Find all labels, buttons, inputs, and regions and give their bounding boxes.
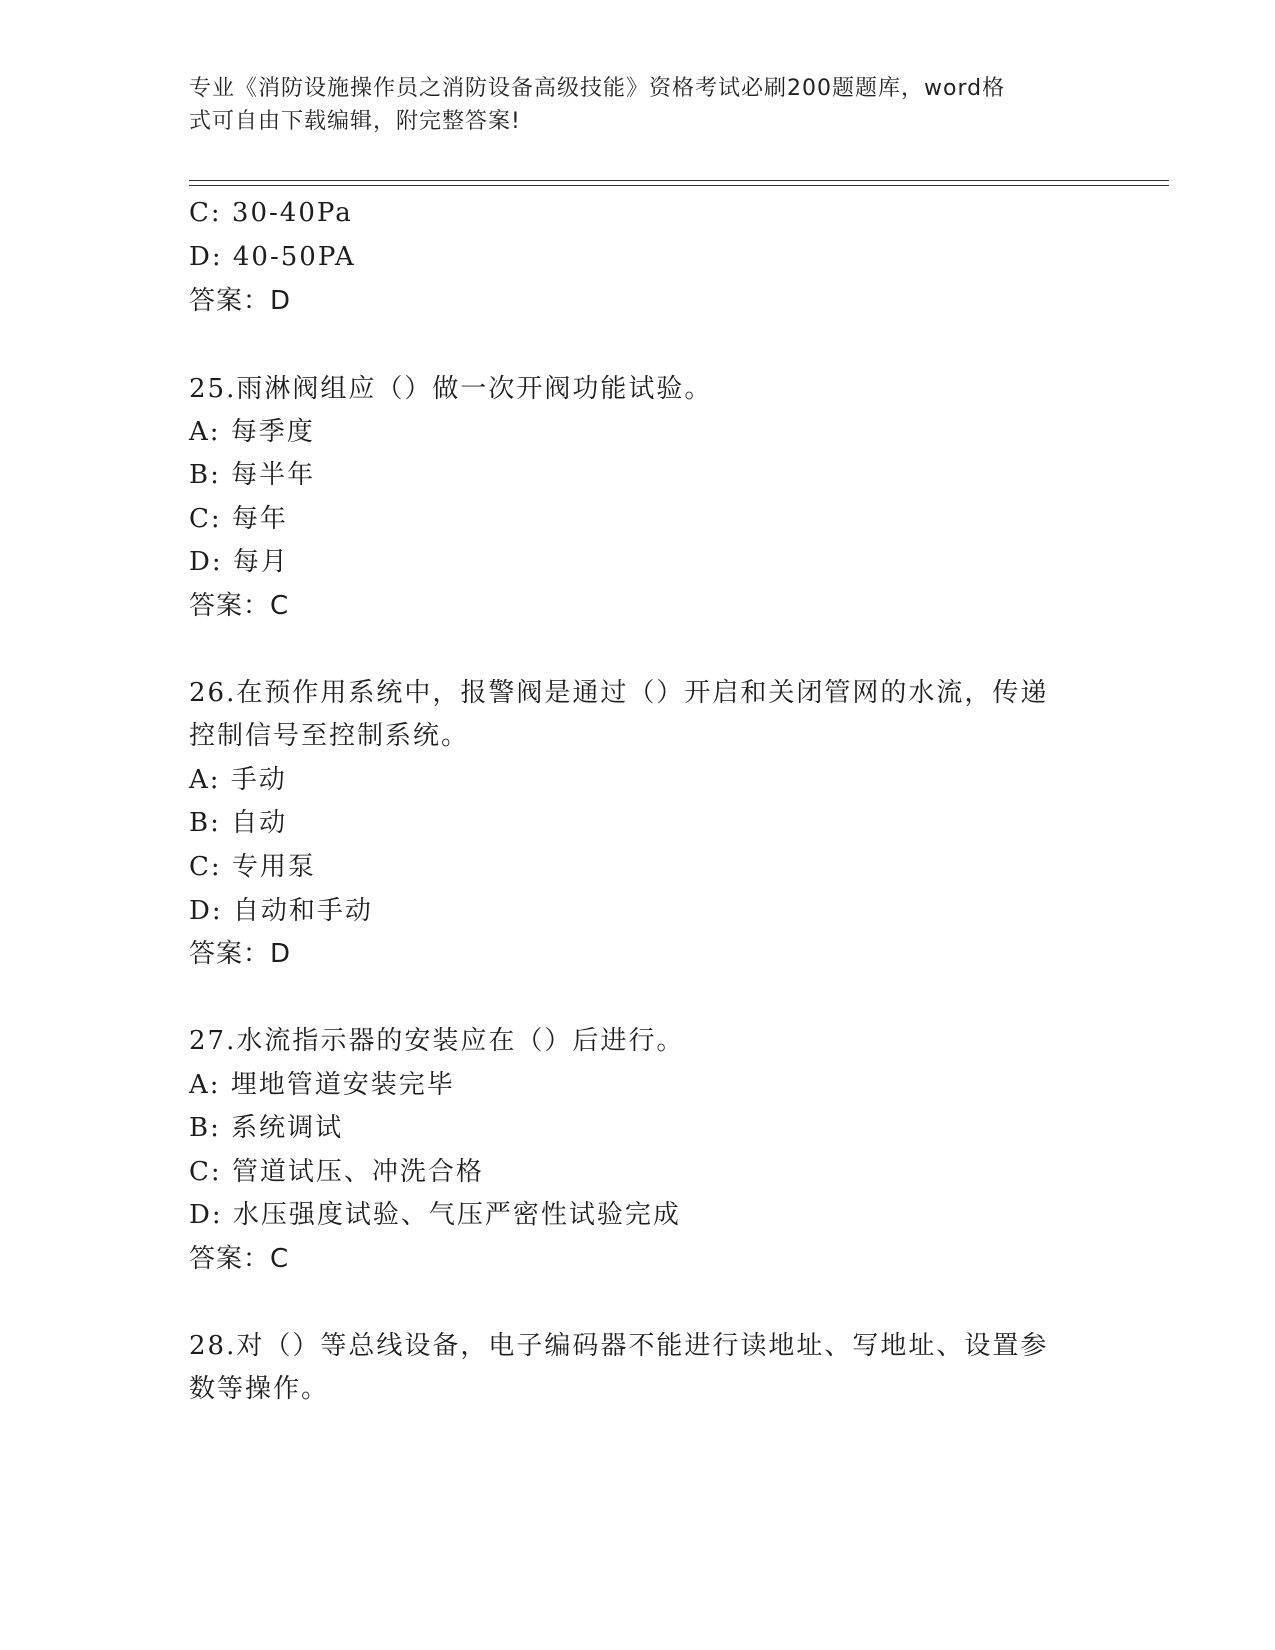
question-number: 27. xyxy=(189,1026,237,1056)
q26-option-d: D: 自动和手动 xyxy=(189,896,373,926)
header-divider-top xyxy=(189,180,1169,181)
q25-option-b: B: 每半年 xyxy=(189,460,316,490)
answer-label: 答案： xyxy=(189,286,271,316)
q25-option-c: C: 每年 xyxy=(189,504,288,534)
q25-option-a: A: 每季度 xyxy=(189,417,315,447)
header-divider-bottom xyxy=(189,185,1169,186)
header-line-1: 专业《消防设施操作员之消防设备高级技能》资格考试必刷200题题库，word格 xyxy=(189,76,1006,101)
header-line-2: 式可自由下载编辑，附完整答案! xyxy=(189,109,521,134)
question-number: 26. xyxy=(189,678,237,708)
page-header xyxy=(189,72,1089,138)
q26-answer xyxy=(189,938,291,970)
question-text: 水流指示器的安装应在（）后进行。 xyxy=(236,1026,685,1056)
q27-answer xyxy=(189,1243,289,1275)
q24-option-c: C: 30-40Pa xyxy=(189,198,353,228)
q26-stem-line-1 xyxy=(189,677,1048,709)
q27-option-d: D: 水压强度试验、气压严密性试验完成 xyxy=(189,1200,681,1230)
q27-option-a: A: 埋地管道安装完毕 xyxy=(189,1070,455,1100)
answer-value: C xyxy=(270,591,290,621)
q26-stem-line-2: 控制信号至控制系统。 xyxy=(189,721,470,751)
q27-option-b: B: 系统调试 xyxy=(189,1113,344,1143)
q26-option-c: C: 专用泵 xyxy=(189,852,316,882)
answer-value: D xyxy=(270,286,292,316)
question-number: 25. xyxy=(189,374,237,404)
q27-option-c: C: 管道试压、冲洗合格 xyxy=(189,1157,484,1187)
q25-answer xyxy=(189,590,289,622)
q26-option-a: A: 手动 xyxy=(189,765,287,795)
question-text: 对（）等总线设备，电子编码器不能进行读地址、写地址、设置参 xyxy=(236,1331,1049,1361)
answer-value: C xyxy=(270,1244,290,1274)
q26-option-b: B: 自动 xyxy=(189,808,288,838)
answer-value: D xyxy=(270,939,292,969)
q25-option-d: D: 每月 xyxy=(189,547,289,577)
question-number: 28. xyxy=(189,1331,237,1361)
answer-label: 答案： xyxy=(189,939,271,969)
q24-answer xyxy=(189,285,291,317)
q25-stem xyxy=(189,373,712,405)
answer-label: 答案： xyxy=(189,1244,271,1274)
q24-option-d: D: 40-50PA xyxy=(189,242,356,272)
q27-stem xyxy=(189,1025,684,1057)
q28-stem-line-2: 数等操作。 xyxy=(189,1374,330,1404)
question-text: 雨淋阀组应（）做一次开阀功能试验。 xyxy=(236,374,713,404)
q28-stem-line-1 xyxy=(189,1330,1048,1362)
question-text: 在预作用系统中，报警阀是通过（）开启和关闭管网的水流，传递 xyxy=(236,678,1049,708)
answer-label: 答案： xyxy=(189,591,271,621)
